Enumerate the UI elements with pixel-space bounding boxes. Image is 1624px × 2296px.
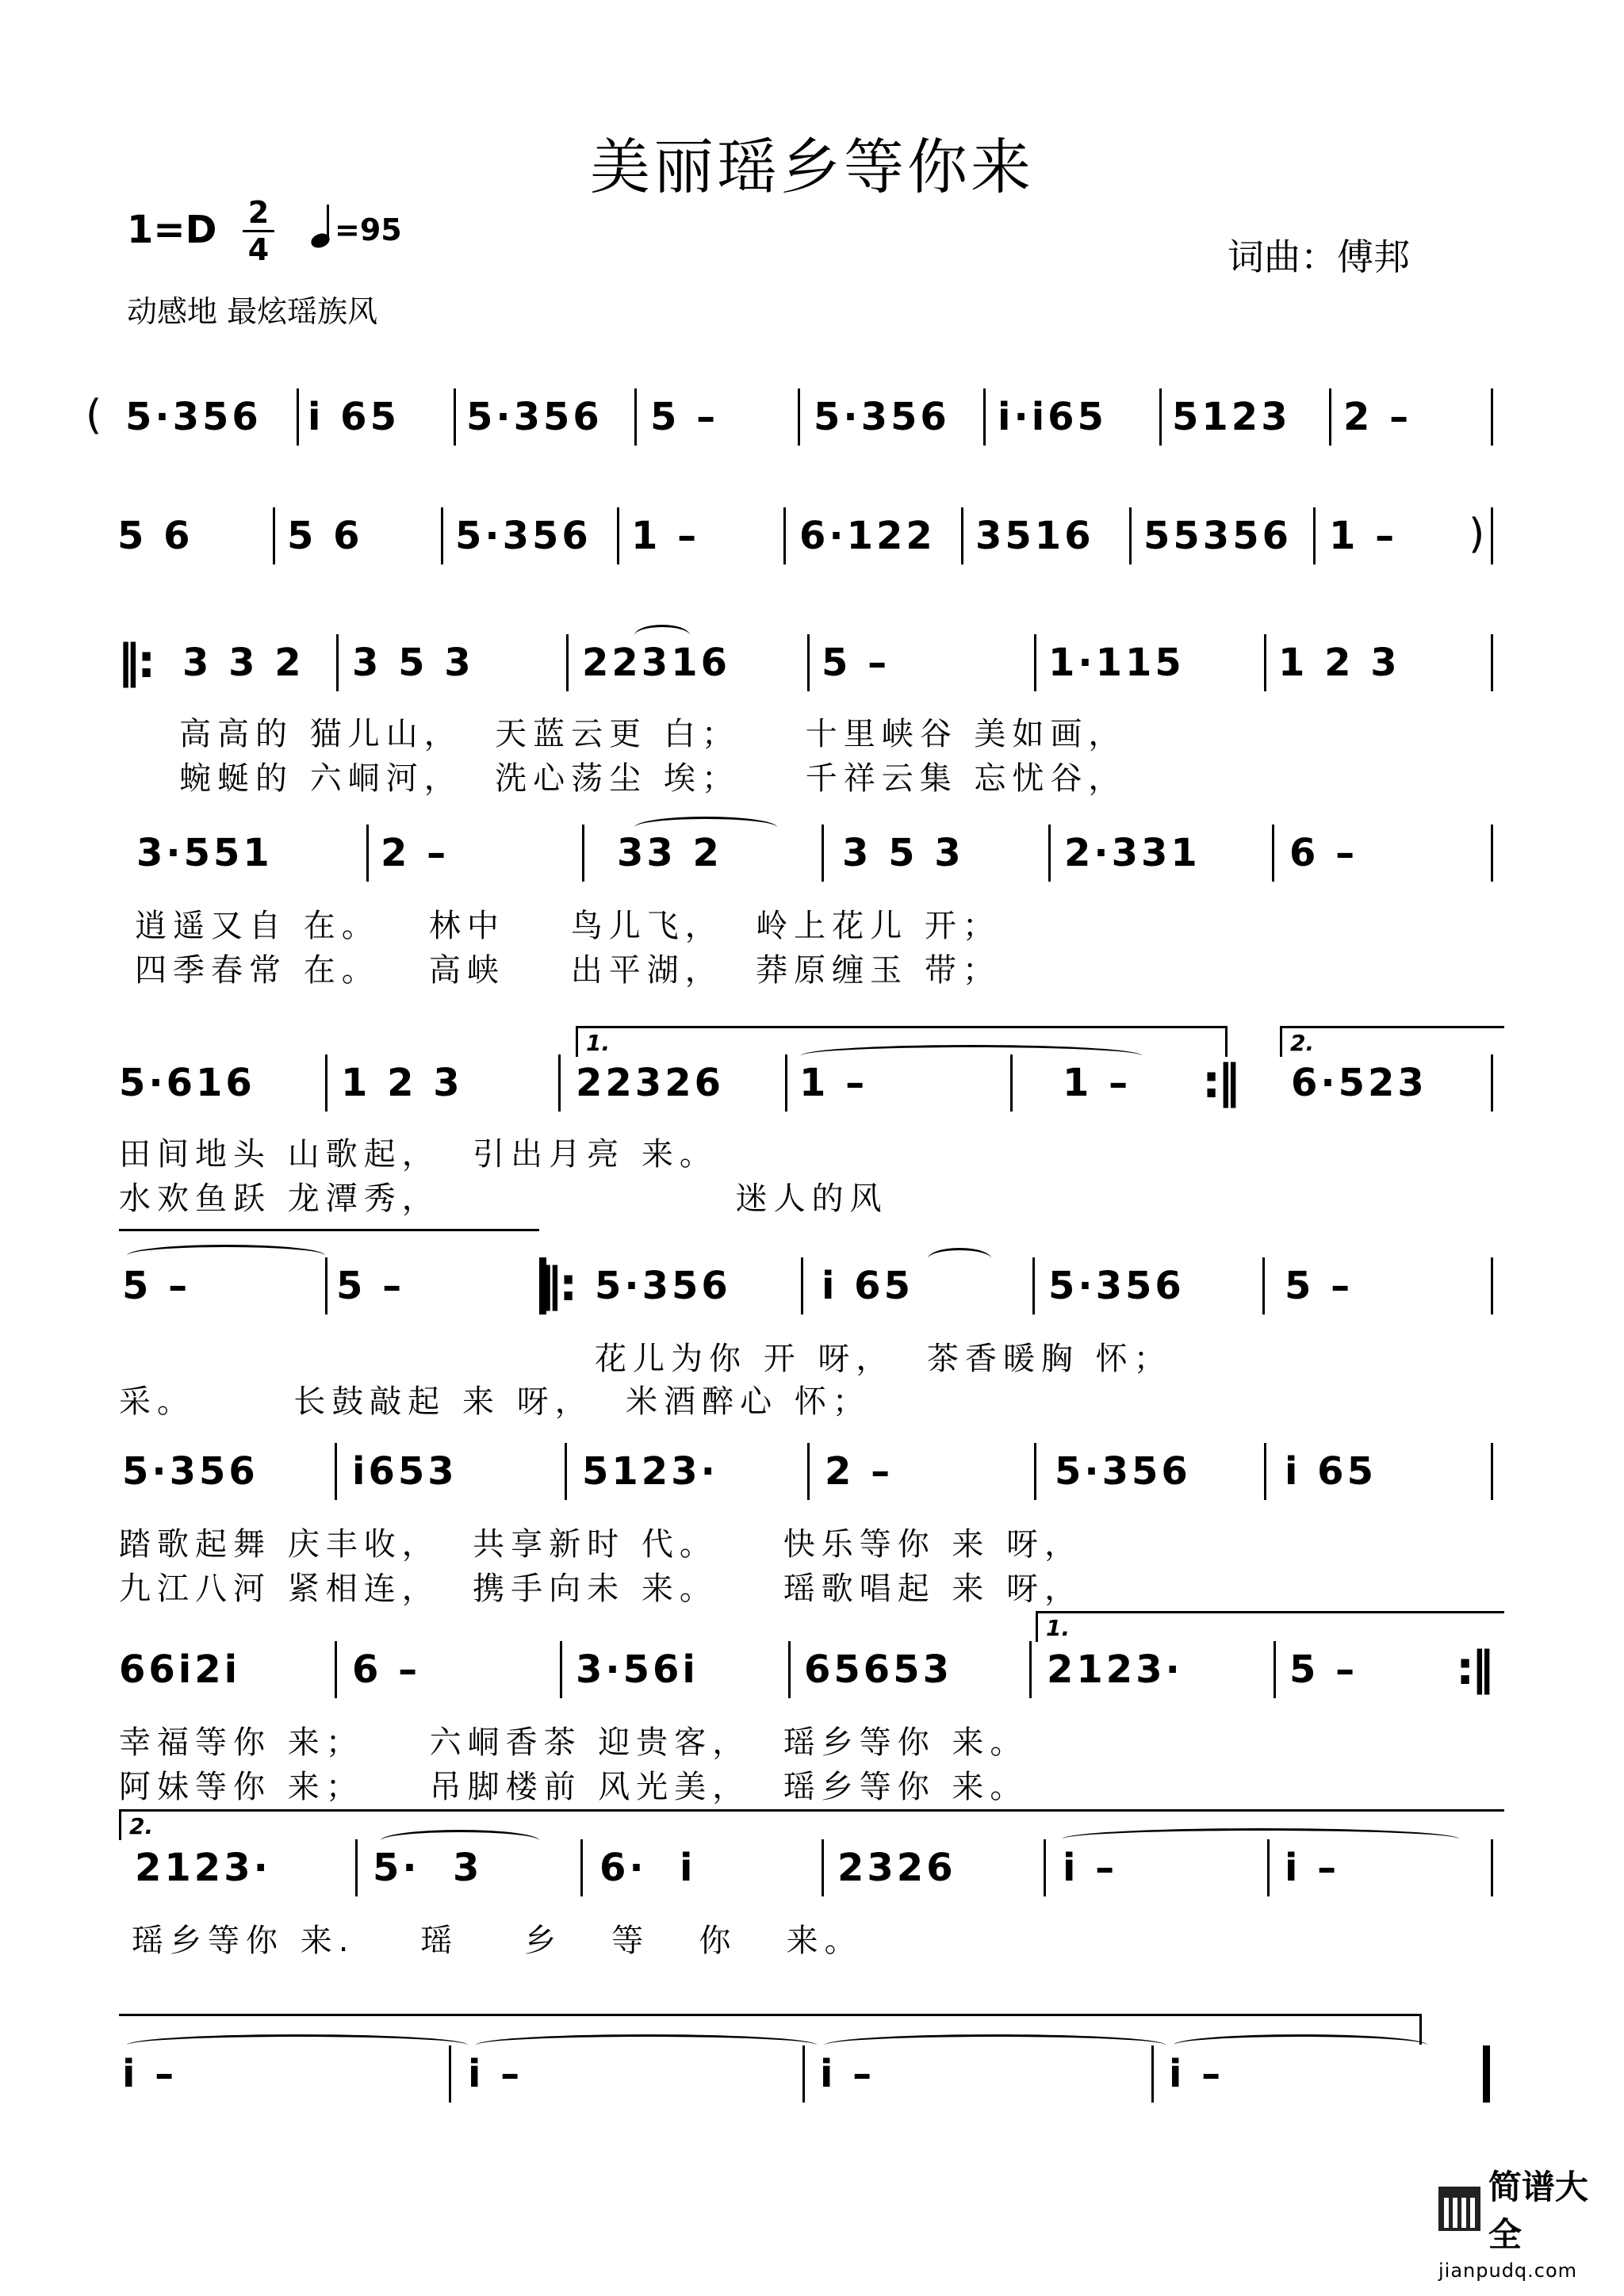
measure: i –: [1169, 2052, 1224, 2096]
measure: 5 6: [117, 514, 193, 558]
measure: 6·523: [1291, 1061, 1427, 1105]
lyric-verse-1: 瑶乡等你 来. 瑶 乡 等 你 来。: [132, 1923, 863, 1959]
measure: 2 –: [1343, 395, 1412, 439]
measure: 5 –: [336, 1264, 405, 1308]
lyric-verse-2: 四季春常 在。 高峡 出平湖， 莽原缠玉 带；: [135, 952, 1001, 989]
measure: 5·356: [466, 395, 603, 439]
measure: 5123·: [582, 1449, 718, 1494]
measure: 2 –: [381, 831, 450, 875]
measure: 5·356: [1048, 1264, 1185, 1308]
watermark: [1438, 2161, 1613, 2282]
measure: i·i65: [998, 395, 1107, 439]
measure: 1 2 3: [341, 1061, 463, 1105]
measure: i –: [122, 2052, 178, 2096]
measure: i –: [468, 2052, 523, 2096]
close-paren: ): [1469, 511, 1485, 558]
measure: 5·356: [455, 514, 592, 558]
measure: 2·331: [1064, 831, 1201, 875]
measure: 6· i: [599, 1846, 696, 1890]
measure: 6·122: [799, 514, 936, 558]
measure: 5 –: [1285, 1264, 1354, 1308]
measure: 1 –: [1329, 514, 1398, 558]
measure: 5·356: [122, 1449, 259, 1494]
measure: i –: [820, 2052, 875, 2096]
measure: 2123·: [135, 1846, 271, 1890]
measure: i –: [1063, 1846, 1118, 1890]
measure: 5·356: [595, 1264, 731, 1308]
measure: 2326: [837, 1846, 956, 1890]
watermark-url: jianpudq.com: [1438, 2260, 1578, 2282]
lyric-verse-1: 逍遥又自 在。 林中 鸟儿飞， 岭上花儿 开；: [135, 908, 1001, 944]
measure: 5·616: [119, 1061, 255, 1105]
volta-second: 2.: [119, 1809, 1504, 1840]
lyric-verse-2: 阿妹等你 来； 吊脚楼前 风光美， 瑶乡等你 来。: [119, 1769, 1028, 1805]
measure: 1 2 3: [1278, 641, 1400, 685]
measure: 5· 3: [373, 1846, 483, 1890]
credit-line: 词曲：傅邦: [1228, 235, 1410, 278]
measure: i –: [1285, 1846, 1340, 1890]
measure: 33 2: [617, 831, 722, 875]
lyric-verse-2: 蜿蜒的 六峒河， 洗心荡尘 埃； 千祥云集 忘忧谷，: [179, 760, 1127, 797]
repeat-start: ‖:: [117, 634, 153, 688]
measure: 3·551: [136, 831, 273, 875]
measure: 5·356: [1055, 1449, 1191, 1494]
measure: 3 5 3: [352, 641, 474, 685]
song-title: 美丽瑶乡等你来: [590, 132, 1034, 202]
measure: 2 –: [825, 1449, 894, 1494]
measure: 5 –: [122, 1264, 191, 1308]
measure: 5·356: [125, 395, 262, 439]
lyric-verse-2: 采。 长鼓敲起 来 呀， 米酒醉心 怀；: [119, 1383, 871, 1420]
lyric-verse-2: 水欢鱼跃 龙潭秀， 迷人的风: [119, 1181, 888, 1217]
measure: 5 6: [287, 514, 363, 558]
measure: 5·356: [814, 395, 950, 439]
repeat-end: :‖: [1202, 1054, 1238, 1108]
measure: 3 5 3: [842, 831, 964, 875]
volta-first: 1.: [1036, 1611, 1504, 1642]
repeat-start: ‖:: [539, 1257, 575, 1311]
volta-second: 2.: [1280, 1026, 1504, 1057]
measure: i 65: [308, 395, 400, 439]
open-paren: (: [86, 392, 102, 439]
measure: i653: [352, 1449, 458, 1494]
lyric-verse-2: 九江八河 紧相连， 携手向未 来。 瑶歌唱起 来 呀，: [119, 1571, 1083, 1607]
measure: i 65: [1285, 1449, 1377, 1494]
measure: 3·56i: [576, 1647, 699, 1692]
measure: 1 –: [799, 1061, 868, 1105]
measure: 2123·: [1047, 1647, 1183, 1692]
repeat-end: :‖: [1456, 1641, 1492, 1695]
time-sig-bottom: 4: [247, 232, 270, 267]
tempo-mark: [311, 208, 402, 247]
measure: 5 –: [650, 395, 719, 439]
time-sig-top: 2: [243, 195, 274, 232]
measure: 3516: [975, 514, 1094, 558]
lyric-verse-1: 幸福等你 来； 六峒香茶 迎贵客， 瑶乡等你 来。: [119, 1724, 1028, 1761]
measure: 3 3 2: [182, 641, 304, 685]
tempo-value: =95: [335, 212, 402, 247]
key-signature: 1=D: [127, 208, 217, 252]
measure: 1 –: [1063, 1061, 1132, 1105]
measure: 1 –: [631, 514, 700, 558]
volta-first: 1.: [576, 1026, 1228, 1057]
lyric-verse-1: 田间地头 山歌起， 引出月亮 来。: [119, 1136, 718, 1173]
watermark-name: 简谱大全: [1488, 2168, 1588, 2254]
time-signature: [243, 195, 274, 267]
measure: 55356: [1143, 514, 1292, 558]
measure: i 65: [822, 1264, 914, 1308]
measure: 1·115: [1048, 641, 1185, 685]
measure: 65653: [804, 1647, 952, 1692]
lyric-verse-1: 花儿为你 开 呀， 茶香暖胸 怀；: [595, 1341, 1172, 1377]
measure: 5 –: [822, 641, 891, 685]
lyric-verse-1: 踏歌起舞 庆丰收， 共享新时 代。 快乐等你 来 呀，: [119, 1526, 1083, 1563]
quarter-note-icon: [311, 208, 330, 247]
measure: 6 –: [352, 1647, 421, 1692]
expression-mark: 动感地 最炫瑶族风: [127, 294, 378, 329]
lyric-verse-1: 高高的 猫儿山， 天蓝云更 白； 十里峡谷 美如画，: [179, 716, 1127, 752]
measure: 22316: [582, 641, 730, 685]
measure: 5123: [1172, 395, 1291, 439]
measure: 5 –: [1289, 1647, 1358, 1692]
measure: 22326: [576, 1061, 724, 1105]
measure: 6 –: [1289, 831, 1358, 875]
volta-second-cont: [119, 1229, 539, 1260]
piano-keys-icon: [1438, 2187, 1480, 2231]
measure: 66i2i: [119, 1647, 241, 1692]
